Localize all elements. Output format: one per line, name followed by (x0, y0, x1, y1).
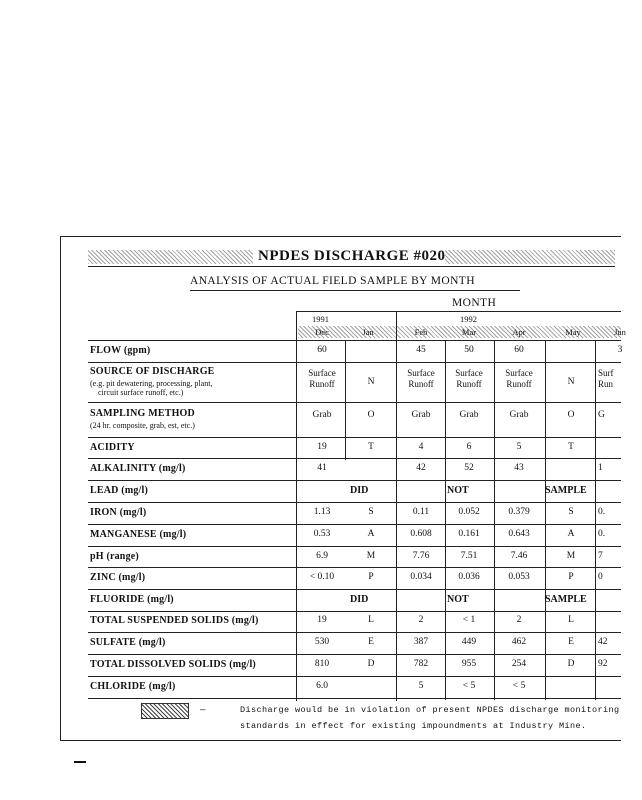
row-sep-2 (88, 402, 621, 403)
col-divider-3 (396, 311, 397, 701)
sulfate-jan: E (368, 637, 374, 647)
acidity-apr: 5 (516, 442, 522, 452)
iron-jan: S (368, 507, 374, 517)
tds-feb: 782 (413, 659, 429, 669)
row-label-fluoride: FLUORIDE (mg/l) (90, 594, 174, 605)
lead-span-sample: SAMPLE (545, 485, 587, 496)
iron-feb: 0.11 (412, 507, 430, 517)
manganese-feb: 0.608 (410, 529, 432, 539)
acidity-may: T (568, 442, 574, 452)
sulfate-jun: 42 (598, 637, 608, 647)
row-label-tds: TOTAL DISSOLVED SOLIDS (mg/l) (90, 659, 256, 670)
month-jan: Jan (362, 327, 374, 337)
title-hatch-left (88, 250, 253, 264)
tds-apr: 254 (511, 659, 527, 669)
document-subtitle: ANALYSIS OF ACTUAL FIELD SAMPLE BY MONTH (190, 275, 475, 287)
row-sep-3 (88, 437, 621, 438)
header-bottom-line (88, 340, 621, 341)
row-sublabel-source-1: (e.g. pit dewatering, processing, plant, (90, 379, 213, 388)
source-jun: Surf Run (598, 368, 614, 389)
zinc-may: P (568, 572, 574, 582)
row-sublabel-sampling: (24 hr. composite, grab, est, etc.) (90, 421, 195, 430)
fluoride-span-not: NOT (447, 594, 469, 605)
fluoride-span-sample: SAMPLE (545, 594, 587, 605)
flow-apr: 60 (514, 345, 524, 355)
tss-apr: 2 (516, 615, 522, 625)
sulfate-feb: 387 (413, 637, 429, 647)
zinc-apr: 0.053 (508, 572, 530, 582)
zinc-feb: 0.034 (410, 572, 432, 582)
chloride-feb: 5 (418, 681, 424, 691)
row-label-alkalinity: ALKALINITY (mg/l) (90, 463, 186, 474)
acidity-feb: 4 (418, 442, 424, 452)
sampling-mar: Grab (459, 410, 479, 420)
acidity-mar: 6 (466, 442, 472, 452)
title-underline (88, 266, 615, 267)
chloride-dec: 6.0 (316, 681, 328, 691)
flow-feb: 45 (416, 345, 426, 355)
sampling-jun: G (598, 410, 605, 420)
month-apr: Apr (512, 327, 526, 337)
row-label-source: SOURCE OF DISCHARGE (90, 366, 215, 377)
row-sep-8 (88, 546, 621, 547)
sampling-dec: Grab (312, 410, 332, 420)
row-label-iron: IRON (mg/l) (90, 507, 147, 518)
row-sep-13 (88, 654, 621, 655)
month-header-line (296, 311, 621, 312)
iron-mar: 0.052 (458, 507, 480, 517)
col-divider-6 (545, 340, 546, 700)
row-sep-7 (88, 524, 621, 525)
manganese-dec: 0.53 (313, 529, 331, 539)
row-sep-12 (88, 632, 621, 633)
note-line-2: standards in effect for existing impoundments at Industry Mine. (240, 721, 587, 731)
month-may: May (565, 327, 581, 337)
row-label-zinc: ZINC (mg/l) (90, 572, 146, 583)
row-sep-9 (88, 567, 621, 568)
row-sep-6 (88, 502, 621, 503)
source-may: N (567, 377, 575, 387)
page-corner-mark (74, 761, 86, 763)
manganese-apr: 0.643 (508, 529, 530, 539)
row-sublabel-source-2: circuit surface runoff, etc.) (98, 388, 184, 397)
sampling-jan: O (367, 410, 375, 420)
tss-jan: L (368, 615, 374, 625)
zinc-jun: 0 (598, 572, 603, 582)
sulfate-apr: 462 (511, 637, 527, 647)
fluoride-span-did: DID (350, 594, 369, 605)
lead-span-not: NOT (447, 485, 469, 496)
flow-mar: 50 (464, 345, 474, 355)
frame-top-border (60, 236, 621, 237)
row-label-flow: FLOW (gpm) (90, 345, 151, 356)
month-feb: Feb (414, 327, 428, 337)
alkalinity-mar: 52 (464, 463, 474, 473)
tss-dec: 19 (317, 615, 327, 625)
col-divider-2 (345, 340, 346, 460)
ph-feb: 7.76 (412, 551, 430, 561)
acidity-jan: T (368, 442, 374, 452)
source-feb: Surface Runoff (407, 368, 435, 389)
manganese-may: A (567, 529, 575, 539)
tds-jun: 92 (598, 659, 608, 669)
sulfate-dec: 530 (314, 637, 330, 647)
month-jun: Jun (614, 327, 626, 337)
row-label-tss: TOTAL SUSPENDED SOLIDS (mg/l) (90, 615, 259, 626)
note-line-1: Discharge would be in violation of present NPDES discharge monitoring (240, 705, 620, 715)
sampling-feb: Grab (411, 410, 431, 420)
iron-apr: 0.379 (508, 507, 530, 517)
alkalinity-dec: 41 (317, 463, 327, 473)
sampling-apr: Grab (509, 410, 529, 420)
zinc-mar: 0.036 (458, 572, 480, 582)
alkalinity-feb: 42 (416, 463, 426, 473)
sampling-may: O (567, 410, 575, 420)
frame-left-border (60, 236, 61, 741)
row-sep-5 (88, 480, 621, 481)
col-divider-5 (494, 340, 495, 700)
iron-dec: 1.13 (313, 507, 331, 517)
tds-jan: D (367, 659, 375, 669)
tss-feb: 2 (418, 615, 424, 625)
chloride-apr: < 5 (512, 681, 526, 691)
ph-dec: 6.9 (316, 551, 328, 561)
ph-may: M (566, 551, 576, 561)
row-label-ph: pH (range) (90, 551, 139, 562)
row-sep-1 (88, 362, 621, 363)
month-header: MONTH (452, 297, 497, 309)
note-dash: — (200, 705, 206, 715)
row-label-sampling: SAMPLING METHOD (90, 408, 195, 419)
row-label-manganese: MANGANESE (mg/l) (90, 529, 187, 540)
row-sep-15 (88, 698, 621, 699)
row-sep-4 (88, 458, 621, 459)
month-mar: Mar (461, 327, 477, 337)
sulfate-may: E (568, 637, 574, 647)
manganese-jan: A (367, 529, 375, 539)
iron-may: S (568, 507, 574, 517)
month-dec: Dec (315, 327, 329, 337)
tds-may: D (567, 659, 575, 669)
ph-jan: M (366, 551, 376, 561)
row-sep-10 (88, 589, 621, 590)
source-apr: Surface Runoff (505, 368, 533, 389)
year-1992: 1992 (460, 314, 477, 324)
zinc-jan: P (368, 572, 374, 582)
document-title: NPDES DISCHARGE #020 (258, 248, 446, 264)
tds-mar: 955 (461, 659, 477, 669)
subtitle-underline (190, 290, 520, 291)
frame-bottom-border (60, 740, 621, 741)
col-divider-1 (296, 311, 297, 701)
row-label-acidity: ACIDITY (90, 442, 135, 453)
acidity-dec: 19 (317, 442, 327, 452)
flow-dec: 60 (317, 345, 327, 355)
row-label-sulfate: SULFATE (mg/l) (90, 637, 166, 648)
violation-legend-swatch (141, 703, 189, 719)
row-sep-14 (88, 676, 621, 677)
ph-mar: 7.51 (460, 551, 478, 561)
col-divider-7 (595, 340, 596, 700)
source-dec: Surface Runoff (308, 368, 336, 389)
alkalinity-apr: 43 (514, 463, 524, 473)
tss-mar: < 1 (462, 615, 476, 625)
iron-jun: 0. (598, 507, 606, 517)
manganese-mar: 0.161 (458, 529, 480, 539)
ph-jun: 7 (598, 551, 603, 561)
row-label-lead: LEAD (mg/l) (90, 485, 149, 496)
source-mar: Surface Runoff (455, 368, 483, 389)
year-1991: 1991 (312, 314, 329, 324)
alkalinity-jun: 1 (598, 463, 603, 473)
tds-dec: 810 (314, 659, 330, 669)
lead-span-did: DID (350, 485, 369, 496)
manganese-jun: 0. (598, 529, 606, 539)
row-sep-11 (88, 611, 621, 612)
tss-may: L (568, 615, 574, 625)
source-jan: N (367, 377, 375, 387)
chloride-mar: < 5 (462, 681, 476, 691)
zinc-dec: < 0.10 (309, 572, 335, 582)
row-label-chloride: CHLORIDE (mg/l) (90, 681, 176, 692)
title-hatch-right (445, 250, 615, 264)
col-divider-4 (445, 340, 446, 700)
ph-apr: 7.46 (510, 551, 528, 561)
sulfate-mar: 449 (461, 637, 477, 647)
flow-jun: 3 (617, 345, 623, 355)
